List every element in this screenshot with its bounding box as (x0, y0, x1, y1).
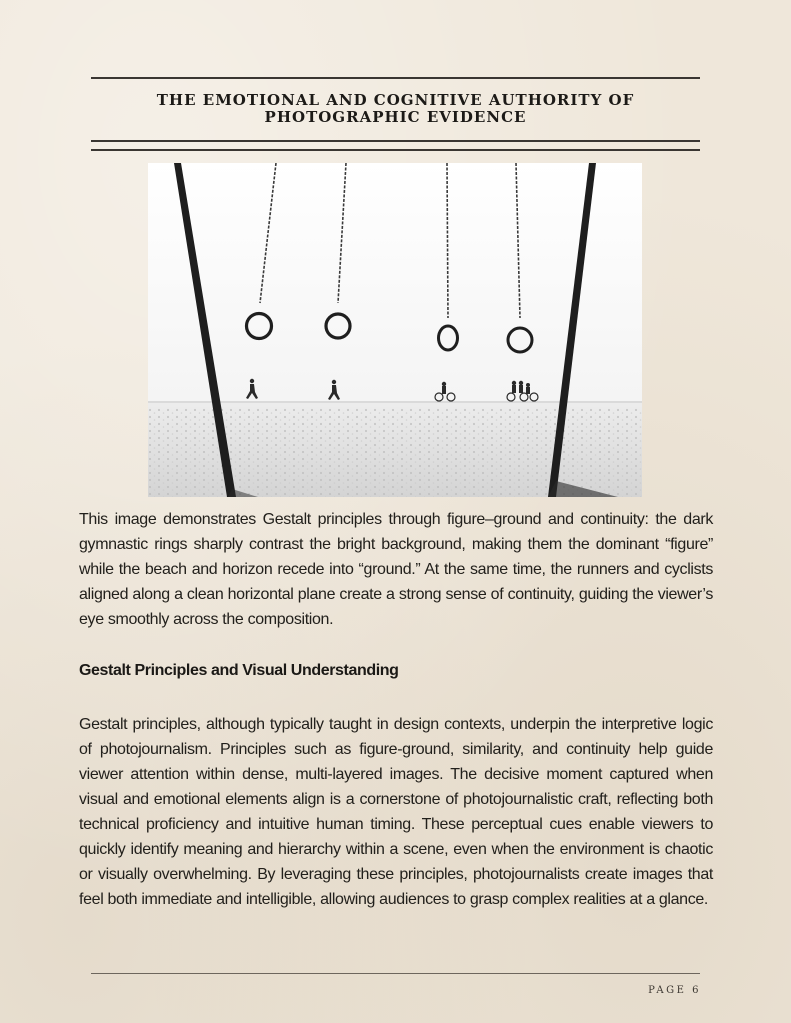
header-rule-bottom (91, 140, 700, 142)
page-number: PAGE 6 (648, 985, 701, 996)
photo-caption: This image demonstrates Gestalt principles through figure–ground and continuity: the dark gymnastic rings sharply contrast the bright background, making them the dominant “figure” while the beach and horizon recede into “ground.” At the same time, the runners and cyclists aligned along a clean horizontal plane create a strong sense of continuity, guiding the viewer’s eye smoothly across the composition. (79, 511, 713, 628)
header-rule-double (91, 149, 700, 151)
section-body: Gestalt principles, although typically taught in design contexts, underpin the interpretive logic of photojournalism. Principles such as figure-ground, similarity, and continuity help guide viewer attention within dense, multi-layered images. The decisive moment captured when visual and emotional elements align is a cornerstone of photojournalistic craft, reflecting both technical proficiency and intuitive human timing. These perceptual cues enable viewers to quickly identify meaning and hierarchy within a scene, even when the environment is chaotic or visually overwhelming. By leveraging these principles, photojournalists create images that feel both immediate and intelligible, allowing audiences to grasp complex realities at a glance. (79, 716, 713, 908)
footer-rule (91, 973, 700, 974)
page-title: THE EMOTIONAL AND COGNITIVE AUTHORITY OF PHOTOGRAPHIC EVIDENCE (156, 91, 635, 126)
section-heading: Gestalt Principles and Visual Understanding (79, 662, 399, 679)
beach-rings-photo (148, 163, 642, 497)
header-rule-top (91, 77, 700, 79)
